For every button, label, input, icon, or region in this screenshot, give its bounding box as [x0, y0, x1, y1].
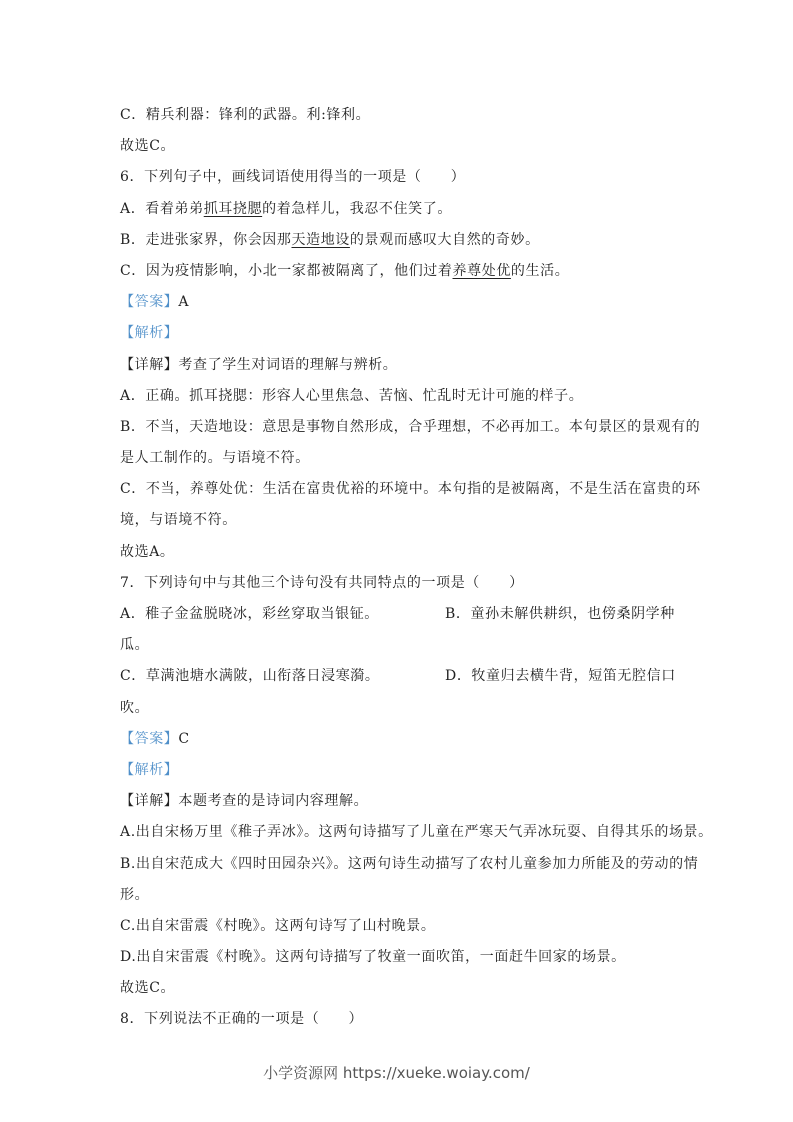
q7-options-ab: [120, 599, 676, 630]
q7-expl-b-1: B.出自宋范成大《四时田园杂兴》。这两句诗生动描写了农村儿童参加力所能及的劳动的情: [120, 855, 699, 872]
q6-choose: 故选A。: [120, 543, 175, 560]
q7-choose: 故选C。: [120, 980, 176, 997]
answer-label: 【答案】: [120, 730, 179, 747]
q6-option-b: [120, 225, 676, 256]
q7-expl-b-2: 形。: [120, 886, 150, 903]
q6-stem: 6．下列句子中，画线词语使用得当的一项是（ ）: [120, 169, 466, 186]
q6-c-post: 的生活。: [510, 262, 570, 279]
q7-option-a: A．稚子金盆脱晓冰，彩丝穿取当银钲。: [120, 606, 379, 622]
q6-expl-c-1: C．不当，养尊处优：生活在富贵优裕的环境中。本句指的是被隔离，不是生活在富贵的环: [120, 481, 701, 498]
q6-c-underlined: 养尊处优: [452, 262, 511, 279]
q6-b-pre: B．走进张家界，你会因那: [120, 231, 292, 248]
q7-expl-a: A.出自宋杨万里《稚子弄冰》。这两句诗描写了儿童在严寒天气弄冰玩耍、自得其乐的场景。: [120, 824, 713, 841]
answer-value: C: [178, 730, 190, 747]
q6-a-pre: A．看着弟弟: [120, 200, 204, 217]
q6-option-c: [120, 256, 676, 287]
q6-b-post: 的景观而感叹大自然的奇妙。: [349, 231, 540, 248]
q7-expl-c: C.出自宋雷震《村晚》。这两句诗写了山村晚景。: [120, 917, 436, 934]
q6-analysis-label: 【解析】: [120, 325, 179, 342]
q7-detail: 【详解】本题考查的是诗词内容理解。: [120, 793, 369, 810]
prev-choose: 故选C。: [120, 138, 176, 155]
prev-explanation-c: C．精兵利器：锋利的武器。利:锋利。: [120, 107, 371, 123]
q6-expl-b-2: 是人工制作的。与语境不符。: [120, 450, 310, 467]
q6-expl-a: A．正确。抓耳挠腮：形容人心里焦急、苦恼、忙乱时无计可施的样子。: [120, 387, 584, 404]
q7-option-b: B．童孙未解供耕织，也傍桑阴学种: [445, 606, 675, 622]
q7-option-d-cont: 吹。: [120, 699, 150, 716]
answer-value: A: [178, 294, 190, 311]
footer-watermark: 小学资源网 https://xueke.woiay.com/: [263, 1064, 530, 1082]
q7-option-b-cont: 瓜。: [120, 637, 150, 654]
q6-detail: 【详解】考查了学生对词语的理解与辨析。: [120, 356, 398, 373]
q6-b-underlined: 天造地设: [291, 231, 350, 248]
q7-expl-d: D.出自宋雷震《村晚》。这两句诗描写了牧童一面吹笛，一面赶牛回家的场景。: [120, 949, 626, 966]
q7-option-c: C．草满池塘水满陂，山衔落日浸寒漪。: [120, 668, 380, 685]
q7-stem: 7．下列诗句中与其他三个诗句没有共同特点的一项是（ ）: [120, 574, 524, 591]
document-page: [120, 100, 713, 1036]
q6-answer: [120, 287, 676, 318]
q6-option-a: [120, 194, 676, 225]
q6-c-pre: C．因为疫情影响，小北一家都被隔离了，他们过着: [120, 262, 453, 279]
answer-label: 【答案】: [120, 294, 179, 311]
q7-analysis-label: 【解析】: [120, 761, 179, 778]
q7-options-cd: [120, 661, 676, 692]
q6-expl-c-2: 境，与语境不符。: [120, 512, 237, 529]
q7-option-d: D．牧童归去横牛背，短笛无腔信口: [445, 668, 676, 685]
q6-a-post: 的着急样儿，我忍不住笑了。: [262, 200, 452, 217]
q8-stem: 8．下列说法不正确的一项是（ ）: [120, 1011, 364, 1028]
q6-a-underlined: 抓耳挠腮: [203, 200, 263, 217]
q6-expl-b-1: B．不当，天造地设：意思是事物自然形成，合乎理想，不必再加工。本句景区的景观有的: [120, 418, 701, 435]
q7-answer: [120, 724, 676, 755]
